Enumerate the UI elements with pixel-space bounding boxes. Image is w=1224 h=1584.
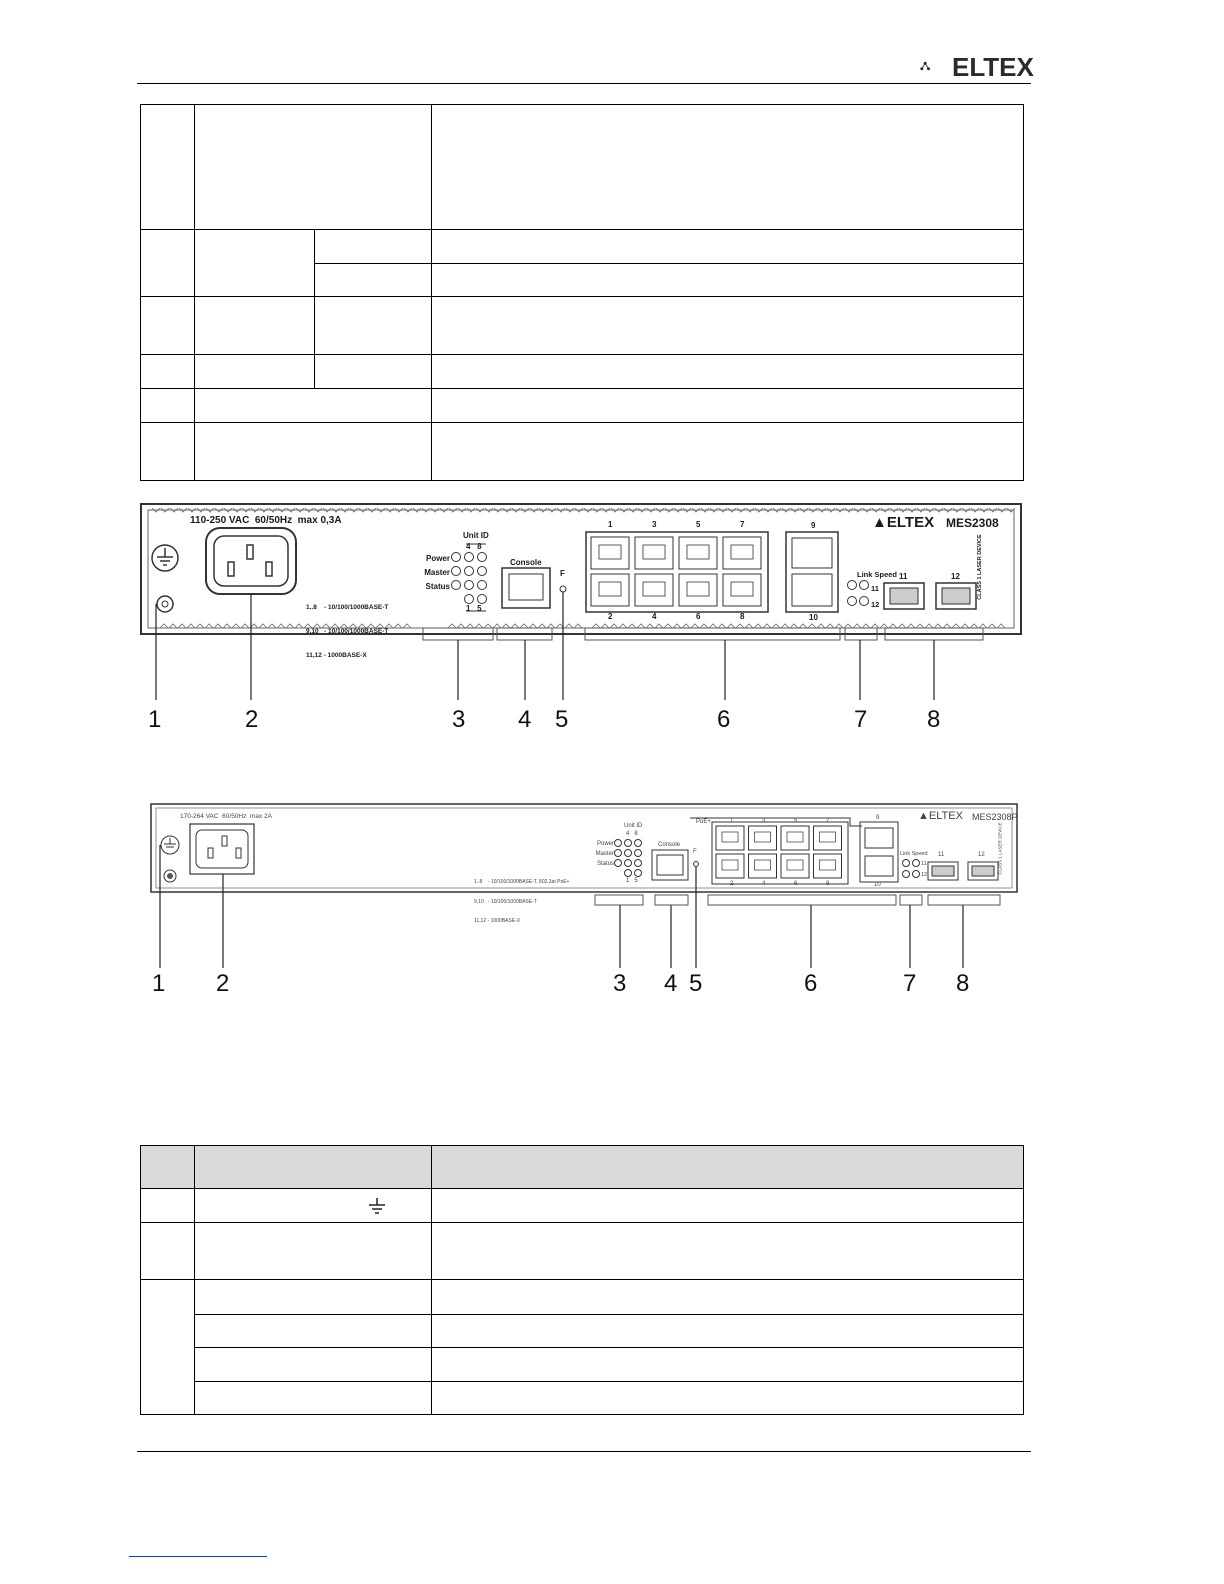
table-row <box>141 1315 1024 1348</box>
rj45-port <box>635 537 673 569</box>
vent-mark <box>493 624 501 628</box>
panel-drawing <box>140 500 1024 740</box>
link-speed-led <box>860 597 869 606</box>
port-block-frame <box>586 532 768 612</box>
callout-number: 8 <box>956 970 970 997</box>
vent-mark <box>403 624 411 628</box>
vent-mark <box>547 624 555 628</box>
eltex-logo-icon <box>920 50 954 82</box>
vent-mark <box>295 624 303 628</box>
vent-mark <box>997 624 1005 628</box>
rj45-port-9-10 <box>860 822 898 882</box>
led-label: Status <box>596 861 614 867</box>
vent-mark <box>628 624 636 628</box>
console-port-icon <box>652 850 688 880</box>
rj45-port-jack <box>820 860 836 870</box>
vent-mark <box>952 624 960 628</box>
rj45-port <box>591 537 629 569</box>
unit-id-leds <box>452 544 487 611</box>
led-label: Status <box>425 582 450 591</box>
ground-terminal-icon <box>161 836 179 882</box>
console-label: Console <box>658 842 681 848</box>
table-row <box>141 1348 1024 1382</box>
vent-mark <box>961 624 969 628</box>
led-label: Power <box>596 841 614 847</box>
spec-table-top <box>140 104 1024 481</box>
link-speed-number: 12 <box>871 600 880 609</box>
port-number: 2 <box>608 612 613 621</box>
vent-mark <box>673 624 681 628</box>
unit-id-top-labels <box>626 831 638 837</box>
unit-id-number: 5 <box>634 878 638 884</box>
model-label: MES2308 <box>946 516 999 530</box>
rj45-port-jack <box>755 860 771 870</box>
rj45-port <box>716 854 744 878</box>
port-number: 1 <box>608 520 613 529</box>
port-number: 2 <box>730 881 734 887</box>
link-speed-led <box>913 860 920 867</box>
vent-mark <box>772 624 780 628</box>
led-labels <box>416 552 450 594</box>
unit-id-leds <box>615 840 642 877</box>
vent-mark <box>241 624 249 628</box>
rj45-port <box>814 826 842 850</box>
rj45-port-jack <box>731 545 753 559</box>
callout-number: 2 <box>245 706 259 733</box>
led-labels <box>582 839 614 869</box>
port-number: 4 <box>762 881 766 887</box>
vent-mark <box>592 624 600 628</box>
vent-mark <box>484 624 492 628</box>
vent-mark <box>646 624 654 628</box>
vent-mark <box>790 624 798 628</box>
footer-rule <box>137 1451 1031 1452</box>
rj45-port <box>723 537 761 569</box>
port-legend-line: 9,10 - 10/100/1000BASE-T <box>306 628 389 635</box>
vent-mark <box>934 624 942 628</box>
vent-mark <box>880 624 888 628</box>
callout-number: 5 <box>555 706 569 733</box>
table-row <box>141 1189 1024 1223</box>
rj45-port-jack <box>643 545 665 559</box>
vent-mark <box>682 624 690 628</box>
port-number: 8 <box>826 881 830 887</box>
vent-mark <box>943 624 951 628</box>
table-row <box>141 1382 1024 1415</box>
callout-number: 6 <box>717 706 731 733</box>
vent-mark <box>538 624 546 628</box>
port-number: 5 <box>794 818 798 824</box>
rj45-port-jack <box>687 582 709 596</box>
unit-id-number: 4 <box>626 831 630 837</box>
vent-mark <box>763 624 771 628</box>
power-rating-label: 170-264 VAC 60/50Hz max 2A <box>180 813 273 820</box>
vent-mark <box>655 624 663 628</box>
sfp-ports <box>928 862 998 880</box>
unit-id-number: 1 <box>466 604 471 613</box>
vent-mark <box>691 624 699 628</box>
unit-id-number: 8 <box>634 831 638 837</box>
laser-warning-label: CLASS 1 LASER DEVICE <box>997 822 1003 875</box>
sfp-11-label: 11 <box>938 852 945 858</box>
port-legend-line: 1..8 - 10/100/1000BASE-T <box>306 604 389 611</box>
vent-mark <box>277 624 285 628</box>
vent-mark <box>169 624 177 628</box>
f-button-icon <box>694 862 699 867</box>
vent-mark <box>664 624 672 628</box>
vent-mark <box>862 624 870 628</box>
vent-mark <box>232 624 240 628</box>
vent-mark <box>979 624 987 628</box>
vent-mark <box>817 624 825 628</box>
vent-mark <box>259 624 267 628</box>
header-rule <box>137 83 1031 84</box>
led-label: Power <box>425 554 450 563</box>
eltex-panel-logo: ▲ELTEX <box>872 514 935 531</box>
rj45-port <box>723 574 761 606</box>
callout-number: 3 <box>613 970 627 997</box>
vent-mark <box>466 624 474 628</box>
vent-mark <box>178 624 186 628</box>
ground-terminal-icon <box>152 545 178 612</box>
panel-logo-text: ELTEX <box>928 810 963 822</box>
vent-mark <box>700 624 708 628</box>
power-rating-label: 110-250 VAC 60/50Hz max 0,3A <box>190 515 342 526</box>
f-label: F <box>560 569 565 578</box>
poe-label: PoE+ <box>696 819 711 825</box>
vent-mark <box>727 624 735 628</box>
rj45-port-jack <box>755 832 771 842</box>
link-speed-led <box>913 871 920 878</box>
vent-mark <box>214 624 222 628</box>
port-10-label: 10 <box>809 613 818 622</box>
unit-id-number: 1 <box>626 878 630 884</box>
sfp-ports <box>884 583 976 609</box>
panel-drawing <box>150 800 1024 1000</box>
vent-mark <box>187 624 195 628</box>
vent-mark <box>907 624 915 628</box>
link-speed-led <box>848 597 857 606</box>
link-speed-led <box>903 860 910 867</box>
vent-mark <box>709 624 717 628</box>
unit-id-bottom-labels <box>626 878 638 884</box>
laser-warning-label: CLASS 1 LASER DEVICE <box>977 534 983 600</box>
table-header-row <box>141 1146 1024 1189</box>
vent-mark <box>196 624 204 628</box>
vent-mark <box>502 624 510 628</box>
rj45-port-jack <box>722 860 738 870</box>
panel-logo-text: ELTEX <box>886 514 935 531</box>
vent-mark <box>223 624 231 628</box>
model-label: MES2308P <box>972 812 1018 822</box>
table-row <box>141 297 1024 355</box>
table-row <box>141 230 1024 264</box>
callout-number: 2 <box>216 970 230 997</box>
vent-mark <box>601 624 609 628</box>
power-socket-icon <box>190 824 254 874</box>
port-number: 3 <box>762 818 766 824</box>
rj45-port-jack <box>599 545 621 559</box>
console-label: Console <box>510 558 542 567</box>
vent-mark <box>781 624 789 628</box>
vent-mark <box>520 624 528 628</box>
rj45-port-block <box>586 532 768 612</box>
vent-mark <box>889 624 897 628</box>
port-legend-line: 1..8 - 10/100/1000BASE-T, 802.3at PoE+ <box>474 879 570 885</box>
rj45-port <box>749 854 777 878</box>
vent-mark <box>718 624 726 628</box>
table-row <box>141 1280 1024 1315</box>
link-speed-numbers <box>871 581 879 613</box>
port-number: 3 <box>652 520 657 529</box>
console-port-icon <box>502 568 550 608</box>
vent-mark <box>457 624 465 628</box>
rj45-port-jack <box>643 582 665 596</box>
rj45-port <box>716 826 744 850</box>
sfp-12-label: 12 <box>951 572 960 581</box>
eltex-panel-logo: ▲ELTEX <box>918 810 963 822</box>
callout-number: 5 <box>689 970 703 997</box>
rj45-port <box>781 826 809 850</box>
unit-id-bottom-labels <box>466 604 482 613</box>
link-speed-number: 11 <box>921 861 927 867</box>
link-speed-number: 11 <box>871 584 879 593</box>
rj45-port-jack <box>787 832 803 842</box>
vent-mark <box>988 624 996 628</box>
link-speed-number: 12 <box>921 872 928 878</box>
vent-mark <box>574 624 582 628</box>
rj45-port <box>781 854 809 878</box>
unit-id-label: Unit ID <box>463 531 489 540</box>
link-speed-led <box>903 871 910 878</box>
vent-mark <box>511 624 519 628</box>
vent-mark <box>160 624 168 628</box>
vent-mark <box>808 624 816 628</box>
rj45-port-jack <box>731 582 753 596</box>
unit-id-number: 5 <box>477 604 482 613</box>
sfp-12-label: 12 <box>978 852 985 858</box>
callout-number: 8 <box>927 706 941 733</box>
link-speed-led <box>848 581 857 590</box>
front-panel-mes2308p <box>150 800 1024 1000</box>
vent-mark <box>619 624 627 628</box>
vent-mark <box>970 624 978 628</box>
port-number: 7 <box>740 520 745 529</box>
vent-mark <box>835 624 843 628</box>
vent-mark <box>736 624 744 628</box>
port-legend-line: 9,10 - 10/100/1000BASE-T <box>474 898 537 905</box>
table-row <box>141 355 1024 389</box>
port-9-label: 9 <box>876 815 880 821</box>
rj45-port <box>749 826 777 850</box>
port-legend <box>474 866 569 938</box>
rj45-port-jack <box>687 545 709 559</box>
port-number: 7 <box>826 818 830 824</box>
power-socket-icon <box>206 528 296 594</box>
callout-brackets <box>595 895 1000 905</box>
callout-number: 4 <box>664 970 678 997</box>
vent-mark <box>826 624 834 628</box>
table-row <box>141 105 1024 230</box>
led-label: Master <box>424 568 450 577</box>
rj45-port-jack <box>722 832 738 842</box>
port-10-label: 10 <box>874 882 881 888</box>
table-row <box>141 1223 1024 1280</box>
vent-mark <box>754 624 762 628</box>
f-label: F <box>693 849 697 855</box>
unit-id-number: 8 <box>477 542 482 551</box>
rj45-port-block <box>712 822 848 884</box>
led-label: Master <box>595 851 614 857</box>
footer-link-underline[interactable] <box>129 1556 267 1557</box>
callout-number: 1 <box>148 706 162 733</box>
table-row <box>141 389 1024 423</box>
rj45-port-jack <box>599 582 621 596</box>
spec-table-bottom <box>140 1145 1024 1415</box>
vent-mark <box>844 624 852 628</box>
rj45-port <box>679 537 717 569</box>
port-legend <box>306 588 388 676</box>
vent-mark <box>898 624 906 628</box>
link-speed-numbers <box>921 859 927 881</box>
port-number: 4 <box>652 612 657 621</box>
unit-id-label: Unit ID <box>624 823 643 829</box>
vent-mark <box>871 624 879 628</box>
sfp-11-label: 11 <box>899 572 908 581</box>
unit-id-top-labels <box>466 542 482 551</box>
rj45-port <box>591 574 629 606</box>
port-number: 8 <box>740 612 745 621</box>
port-number: 6 <box>696 612 701 621</box>
front-panel-mes2308 <box>140 500 1024 740</box>
callout-number: 7 <box>903 970 917 997</box>
link-speed-led <box>860 581 869 590</box>
rj45-port <box>814 854 842 878</box>
port-block-frame <box>712 822 848 884</box>
port-9-label: 9 <box>811 521 816 530</box>
vent-mark <box>853 624 861 628</box>
port-legend-line: 11,12 - 1000BASE-X <box>474 918 521 924</box>
vent-mark <box>799 624 807 628</box>
port-number: 1 <box>730 818 734 824</box>
rj45-port-jack <box>820 832 836 842</box>
vent-mark <box>529 624 537 628</box>
vent-mark <box>745 624 753 628</box>
vent-mark <box>286 624 294 628</box>
vent-mark <box>916 624 924 628</box>
link-speed-label: Link Speed <box>900 851 928 857</box>
port-number: 5 <box>696 520 701 529</box>
link-speed-label: Link Speed <box>857 570 898 579</box>
rj45-port <box>679 574 717 606</box>
rj45-port-jack <box>787 860 803 870</box>
vent-mark <box>475 624 483 628</box>
f-button-icon <box>560 586 566 592</box>
table-row <box>141 423 1024 481</box>
vent-mark <box>925 624 933 628</box>
port-legend-line: 11,12 - 1000BASE-X <box>306 652 367 659</box>
vent-mark <box>637 624 645 628</box>
callout-number: 7 <box>854 706 868 733</box>
eltex-logo-text: ELTEX <box>952 52 1034 82</box>
unit-id-number: 4 <box>466 542 471 551</box>
vent-mark <box>268 624 276 628</box>
callout-number: 1 <box>152 970 166 997</box>
rj45-port <box>635 574 673 606</box>
callout-number: 4 <box>518 706 532 733</box>
callout-number: 3 <box>452 706 466 733</box>
rj45-port-9-10 <box>786 532 838 612</box>
vent-mark <box>610 624 618 628</box>
port-number: 6 <box>794 881 798 887</box>
callout-number: 6 <box>804 970 818 997</box>
vent-mark <box>448 624 456 628</box>
vent-mark <box>205 624 213 628</box>
vent-mark <box>394 624 402 628</box>
ground-icon <box>367 1197 387 1215</box>
vent-mark <box>565 624 573 628</box>
